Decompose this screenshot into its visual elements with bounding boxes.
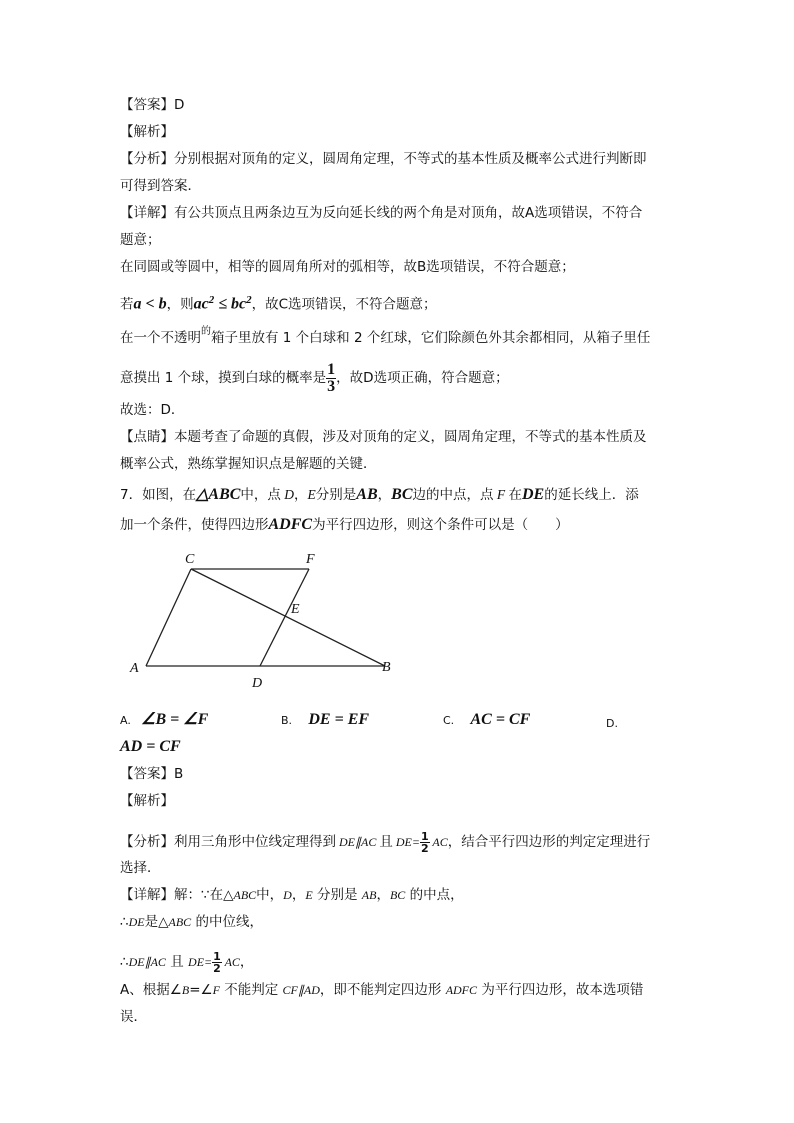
q7-stem-1 bbox=[120, 485, 639, 505]
math-inequality: a < b bbox=[133, 295, 167, 313]
option-B bbox=[281, 710, 369, 731]
text: 是△ bbox=[144, 914, 169, 930]
math-BC: BC bbox=[391, 486, 413, 503]
option-label: A. bbox=[120, 714, 131, 727]
math-term: ac bbox=[193, 295, 209, 313]
q6-answer: 【答案】D bbox=[120, 97, 185, 113]
label-F: F bbox=[306, 552, 315, 567]
text: 边的中点，点 bbox=[412, 487, 494, 503]
math: DE= bbox=[392, 835, 420, 849]
q6-jiexi: 【解析】 bbox=[120, 124, 174, 140]
text: ， bbox=[239, 954, 254, 970]
math: AC bbox=[429, 835, 448, 849]
text: ，则 bbox=[166, 296, 194, 313]
option-D bbox=[606, 713, 618, 734]
option-label: D. bbox=[606, 717, 618, 730]
q6-dianjing-2: 概率公式，熟练掌握知识点是解题的关键． bbox=[120, 456, 377, 472]
text: ， bbox=[376, 887, 390, 903]
q7-jiexi: 【解析】 bbox=[120, 793, 174, 809]
frac-den: 3 bbox=[327, 377, 336, 395]
label-D: D bbox=[252, 676, 263, 691]
math: AB bbox=[361, 888, 377, 902]
math-DE: DE bbox=[521, 486, 545, 503]
small-char: 的 bbox=[201, 326, 211, 337]
text: 的中位线， bbox=[191, 914, 263, 930]
q7-answer: 【答案】B bbox=[120, 766, 184, 782]
text: 在 bbox=[508, 487, 522, 503]
option-C-math: AC = CF bbox=[470, 711, 531, 728]
text: ， bbox=[294, 487, 308, 503]
q6-guxuan: 故选：D． bbox=[120, 402, 185, 418]
math: DE∥AC bbox=[336, 835, 380, 849]
math: B bbox=[181, 983, 190, 997]
geometry-figure bbox=[120, 545, 400, 699]
text: 中，点 bbox=[240, 487, 281, 503]
label-B: B bbox=[382, 660, 391, 675]
text: ，即不能判定四边形 bbox=[319, 982, 446, 998]
fraction-half bbox=[420, 831, 430, 854]
fraction-one-third bbox=[326, 362, 336, 395]
math: CF∥AD bbox=[282, 983, 320, 997]
text: 中， bbox=[256, 887, 284, 903]
q7-xiangjie-2 bbox=[120, 912, 263, 932]
frac-den: 2 bbox=[420, 841, 429, 855]
text: 【分析】利用三角形中位线定理得到 bbox=[120, 834, 336, 850]
q7-stem-2 bbox=[120, 515, 569, 535]
text: 的中点， bbox=[405, 887, 464, 903]
math-triangle: △ABC bbox=[196, 486, 241, 503]
text: 且 bbox=[379, 834, 393, 850]
math: E bbox=[305, 888, 313, 902]
text: 不能判定 bbox=[219, 982, 283, 998]
text: ， bbox=[377, 487, 392, 503]
math: F bbox=[212, 983, 220, 997]
text: 为平行四边形，故本选项错 bbox=[477, 982, 644, 998]
label-C: C bbox=[185, 552, 195, 567]
segment-DF bbox=[260, 569, 309, 666]
math-ADFC: ADFC bbox=[268, 516, 313, 533]
text: =∠ bbox=[189, 982, 213, 998]
frac-num: 1 bbox=[327, 360, 336, 378]
option-A bbox=[120, 710, 208, 731]
q6-xiangjie-1: 【详解】有公共顶点且两条边互为反向延长线的两个角是对顶角，故A选项错误，不符合 bbox=[120, 205, 643, 221]
text: 【详解】解：∵在△ bbox=[120, 887, 234, 903]
math: DE bbox=[128, 915, 145, 929]
text: 加一个条件，使得四边形 bbox=[120, 517, 269, 533]
q7-xiangjie-4 bbox=[120, 980, 643, 1000]
label-E: E bbox=[291, 602, 300, 617]
option-B-math: DE = EF bbox=[308, 711, 370, 728]
math-term: ≤ bc bbox=[214, 295, 247, 313]
figure-svg bbox=[120, 545, 400, 695]
math-E: E bbox=[307, 487, 316, 502]
q6-xiangjie-2: 题意； bbox=[120, 232, 161, 248]
math: BC bbox=[389, 888, 406, 902]
math: DE∥AC bbox=[128, 955, 166, 969]
math: ADFC bbox=[445, 983, 478, 997]
q6-fenxi-1: 【分析】分别根据对顶角的定义，圆周角定理，不等式的基本性质及概率公式进行判断即 bbox=[120, 151, 647, 167]
text: A、根据∠ bbox=[120, 982, 182, 998]
fraction-half bbox=[212, 951, 222, 974]
text: 为平行四边形，则这个条件可以是（ ） bbox=[312, 517, 569, 533]
text: 的延长线上．添 bbox=[544, 487, 639, 503]
option-C bbox=[443, 710, 530, 731]
text: 分别是 bbox=[312, 887, 362, 903]
text: 且 bbox=[165, 954, 189, 970]
text: ，故D选项正确，符合题意； bbox=[336, 370, 509, 386]
q7-xiangjie-3 bbox=[120, 942, 253, 982]
math-sup: 2 bbox=[246, 294, 252, 306]
q6-dianjing-1: 【点睛】本题考查了命题的真假，涉及对顶角的定义，圆周角定理，不等式的基本性质及 bbox=[120, 429, 647, 445]
q6-xiangjie-5 bbox=[120, 322, 650, 348]
math: AC bbox=[221, 955, 240, 969]
math: ABC bbox=[168, 915, 192, 929]
segment-AC bbox=[146, 569, 191, 666]
text: 若 bbox=[120, 296, 134, 313]
math-D: D bbox=[280, 487, 295, 502]
text: ∴ bbox=[120, 954, 129, 970]
q6-xiangjie-6 bbox=[120, 358, 509, 398]
segment-CB bbox=[191, 569, 385, 666]
q7-xiangjie-1 bbox=[120, 885, 464, 905]
math-sup: 2 bbox=[208, 294, 215, 306]
math-F: F bbox=[493, 487, 509, 502]
text: ， bbox=[291, 887, 306, 903]
option-label: B. bbox=[281, 714, 293, 727]
text: ，故C选项错误，不符合题意； bbox=[251, 296, 437, 313]
text: 7．如图，在 bbox=[120, 487, 197, 503]
q7-fenxi-1 bbox=[120, 822, 650, 862]
text: 在一个不透明 bbox=[120, 330, 201, 346]
text: ∴ bbox=[120, 914, 129, 930]
math: ABC bbox=[233, 888, 257, 902]
math: DE= bbox=[188, 955, 213, 969]
text: 箱子里放有 1 个白球和 2 个红球，它们除颜色外其余都相同，从箱子里任 bbox=[211, 330, 651, 346]
frac-den: 2 bbox=[213, 961, 221, 975]
option-A-math: ∠B = ∠F bbox=[141, 711, 209, 728]
text: 意摸出 1 个球，摸到白球的概率是 bbox=[120, 370, 327, 386]
text: 分别是 bbox=[315, 487, 357, 503]
option-D-math: AD = CF bbox=[120, 738, 181, 755]
text: ，结合平行四边形的判定定理进行 bbox=[447, 834, 651, 850]
option-label: C. bbox=[443, 714, 455, 727]
option-D-math-line bbox=[120, 737, 181, 757]
q7-xiangjie-5: 误． bbox=[120, 1009, 147, 1025]
q6-xiangjie-3: 在同圆或等圆中，相等的圆周角所对的弧相等，故B选项错误，不符合题意； bbox=[120, 259, 575, 275]
q7-fenxi-2: 选择． bbox=[120, 860, 161, 876]
math: D bbox=[283, 888, 292, 902]
frac-num: 1 bbox=[420, 829, 429, 843]
q6-xiangjie-4 bbox=[120, 290, 437, 315]
math-AB: AB bbox=[356, 486, 378, 503]
q6-fenxi-2: 可得到答案． bbox=[120, 178, 201, 194]
label-A: A bbox=[130, 661, 139, 676]
frac-num: 1 bbox=[213, 949, 221, 963]
